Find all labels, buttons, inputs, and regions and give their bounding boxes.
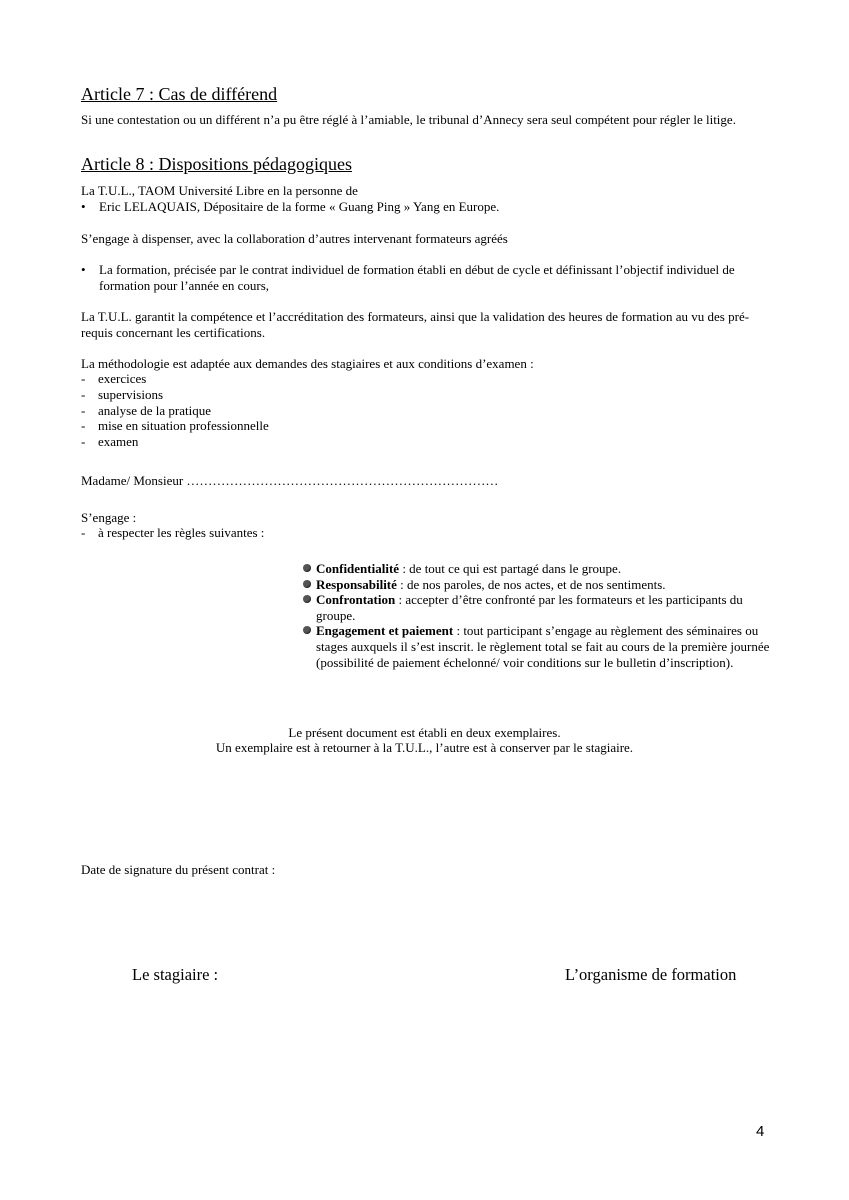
article7-text: Si une contestation ou un différent n’a pu être réglé à l’amiable, le tribunal d’Annecy sera seul compétent pour régler le litige. [81,112,736,127]
rule-desc: : de tout ce qui est partagé dans le groupe. [399,561,622,576]
respect-text: à respecter les règles suivantes : [98,525,265,540]
list-item: - mise en situation professionnelle [81,418,269,434]
person-bullet [81,199,499,215]
formation-text: La formation, précisée par le contrat individuel de formation établi en début de cycle et définissant l’objectif individuel de formation pour l’année en cours, [99,262,735,293]
bullet-marker: • [81,199,86,214]
rule-term: Confrontation [316,592,396,608]
guarantee-text: La T.U.L. garantit la compétence et l’accréditation des formateurs, ainsi que la validation des heures de formation au vu des pré-requis concernant les certifications. [81,309,750,340]
bullet-marker: • [81,262,86,277]
dash-marker: - [81,525,86,540]
engage-text: S’engage à dispenser, avec la collaboration d’autres intervenant formateurs agréés [81,231,508,246]
article8-intro: La T.U.L., TAOM Université Libre en la personne de [81,183,358,198]
rule-term: Engagement et paiement [316,623,454,639]
list-item [303,623,773,670]
rule-term: Confidentialité [316,561,400,576]
list-item [303,561,773,577]
list-item: - analyse de la pratique [81,402,211,418]
methodology-text: La méthodologie est adaptée aux demandes des stagiaires et aux conditions d’examen : [81,356,534,371]
signature-organisme: L’organisme de formation [565,965,737,984]
sengage-label: S’engage : [81,510,137,525]
methods-list [81,371,269,450]
bullet-dot-icon [303,564,311,572]
rule-desc: : de nos paroles, de nos actes, et de nos sentiments. [396,576,666,592]
article8-heading: Article 8 : Dispositions pédagogiques [81,154,352,174]
article7-heading: Article 7 : Cas de différend [81,84,278,104]
rules-list [303,561,773,670]
rule-term: Responsabilité [316,576,397,592]
closing-line-1: Le présent document est établi en deux exemplaires. [288,725,561,740]
bullet-dot-icon [303,580,311,588]
signature-stagiaire: Le stagiaire : [132,965,219,984]
page-number: 4 [756,1123,765,1140]
list-item: - exercices [81,371,147,386]
madame-monsieur-line: Madame/ Monsieur ……………………………………………………………… [81,473,499,488]
bullet-dot-icon [303,626,311,634]
closing-line-2: Un exemplaire est à retourner à la T.U.L., l’autre est à conserver par le stagiaire. [215,740,634,755]
respect-line [81,525,264,541]
list-item: - supervisions [81,386,163,402]
list-item [303,577,773,593]
rule-desc: : tout participant s’engage au règlement des séminaires ou stages auxquels il s’est inscrit. le règlement total se fait au cours de la première journée (possibilité de paiement échelonné/ voir conditions sur le bulletin d’inscription). [316,623,770,670]
list-item: - examen [81,434,139,450]
bullet-dot-icon [303,595,311,603]
list-item [303,592,773,623]
date-signature-label: Date de signature du présent contrat : [81,862,276,877]
rule-desc: : accepter d’être confronté par les formateurs et les participants du groupe. [316,592,743,623]
person-text: Eric LELAQUAIS, Dépositaire de la forme « Guang Ping » Yang en Europe. [99,199,500,214]
formation-bullet [81,262,741,293]
